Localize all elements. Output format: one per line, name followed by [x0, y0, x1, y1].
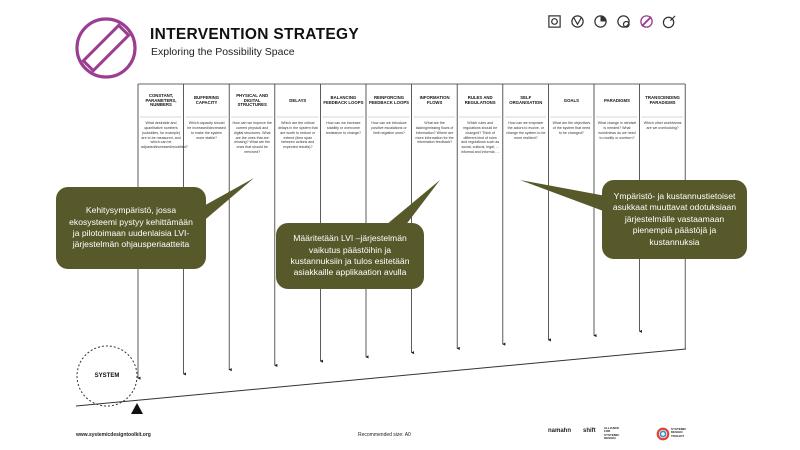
column-header: BUFFERING CAPACITY — [194, 95, 220, 105]
phase-intervention-icon — [639, 14, 654, 29]
callout-emissions-app: Määritetään LVI –järjestelmän vaikutus päästöihin ja kustannuksiin ja tulos esitetään asiakkaille applikaation avulla — [276, 223, 424, 289]
column-question: What are the objectives of the system that need to be changed? — [552, 121, 591, 135]
column-header: REINFORCING FEEDBACK LOOPS — [368, 95, 410, 105]
column-question: How can we empower the actors to evolve, or change the system to be more resilient? — [506, 121, 546, 140]
phase-framing-icon — [547, 14, 562, 29]
column-header: GOALS — [563, 97, 580, 103]
toolkit-logo-icon — [656, 427, 670, 441]
column-question: What desirable and quantitative numbers (subsidies, for example) are to be measured, and which can be adjusted/increased/modified? — [141, 121, 188, 150]
footer-url[interactable]: www.systemicdesigntoolkit.org — [76, 432, 151, 438]
page-title: INTERVENTION STRATEGY — [150, 26, 359, 43]
page-subtitle: Exploring the Possibility Space — [151, 46, 295, 58]
column-header: BALANCING FEEDBACK LOOPS — [323, 95, 364, 105]
system-label: SYSTEM — [94, 373, 120, 379]
column-question: Which capacity should be increased/decreased to make the system more stable? — [187, 121, 226, 140]
partner-alliance: ALLIANCE FOR SYSTEMIC DESIGN — [604, 426, 620, 440]
callout-development-environment: Kehitysympäristö, jossa ekosysteemi pystyy kehittämään ja pilotoimaan uudenlaisia LVI-järjestelmän ohjausperiaatteita — [56, 187, 206, 269]
callout-1-pointer — [200, 178, 254, 224]
phase-research-icon — [570, 14, 585, 29]
column-header: SELF ORGANISATION — [509, 95, 543, 105]
column-header: TRANSCENDING PARADIGMS — [645, 95, 680, 105]
column-question: How can we improve the current physical and digital structures. What are the ones that are missing? What are the ones that should be removed? — [232, 121, 272, 155]
system-leverage-triangle — [131, 403, 143, 414]
column-question: Which rules and regulations should be changed? Think of different kind of rules and regulations such as social, cultural, legal, ... informal and informal, ... — [460, 121, 500, 155]
phase-implementation-icon — [662, 14, 677, 29]
callout-resident-expectations: Ympäristö- ja kustannustietoiset asukkaat muuttavat odotuksiaan järjestelmälle vastaamaan pienempiä päästöjä ja kustannuksia — [602, 180, 747, 259]
phase-ideation-icon — [616, 14, 631, 29]
system-baseline — [76, 349, 686, 406]
column-header: DELAYS — [289, 97, 307, 103]
column-header: RULES AND REGULATIONS — [464, 95, 496, 105]
column-question: Which are the critical delays in the system that are worth to reduce or extend (time span between actions and expected results)? — [278, 121, 318, 150]
footer-recommended-size: Recommended size: A0 — [358, 432, 411, 438]
phase-synthesis-icon — [593, 14, 608, 29]
column-question: How can we increase stability or overcome resistance to change? — [325, 121, 361, 135]
column-header: PHYSICAL AND DIGITAL STRUCTURES — [236, 92, 269, 108]
partner-toolkit: SYSTEMIC DESIGN TOOLKIT — [671, 427, 687, 438]
column-header: PARADIGMS — [604, 97, 630, 103]
intervention-strategy-logo — [74, 16, 138, 80]
phase-icons — [547, 14, 677, 29]
callout-3-pointer — [520, 180, 606, 212]
column-header: CONSTANT, PARAMETERS, NUMBERS — [145, 92, 177, 108]
column-question: What are the lacking/missing flows of information? Where are more information for the information feedback? — [415, 121, 454, 145]
column-question: What change in mindset is needed? What worldviews do we need to modify or overturn? — [597, 121, 637, 140]
partner-shift: shift — [583, 428, 596, 434]
column-question: How can we introduce positive escalations or limit negative ones? — [371, 121, 407, 135]
column-header: INFORMATION FLOWS — [419, 95, 450, 105]
partner-namahn: namahn — [548, 428, 572, 434]
column-question: Which other worldviews are we overlooking? — [643, 121, 682, 130]
